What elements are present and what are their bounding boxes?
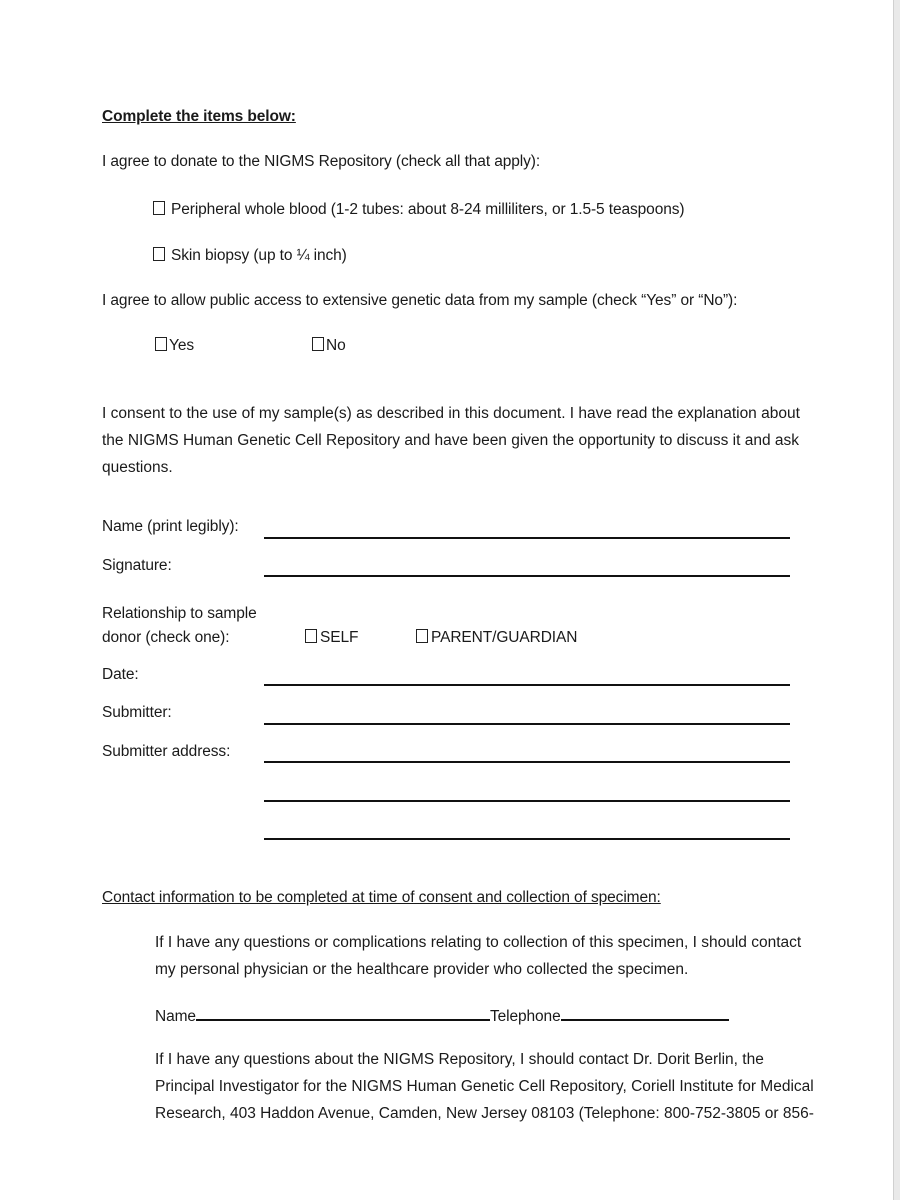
- name-label: Name (print legibly):: [102, 518, 239, 535]
- blood-checkbox[interactable]: [153, 201, 165, 215]
- self-option[interactable]: [305, 628, 358, 648]
- submitter-field[interactable]: [264, 723, 790, 725]
- consent-line-1: I consent to the use of my sample(s) as described in this document. I have read the explanation about: [102, 405, 800, 422]
- no-checkbox[interactable]: [312, 337, 324, 351]
- signature-field[interactable]: [264, 575, 790, 577]
- contact-telephone-label: Telephone: [489, 1008, 561, 1025]
- no-option[interactable]: [312, 336, 346, 356]
- parent-checkbox[interactable]: [416, 629, 428, 643]
- consent-line-3: questions.: [102, 459, 173, 476]
- consent-line-2: the NIGMS Human Genetic Cell Repository and have been given the opportunity to discuss it and ask: [102, 432, 800, 449]
- parent-label: PARENT/GUARDIAN: [431, 629, 578, 646]
- signature-label: Signature:: [102, 557, 172, 574]
- section-header: Complete the items below:: [102, 108, 296, 125]
- yes-label: Yes: [169, 337, 194, 354]
- relationship-label-line-2: donor (check one):: [102, 629, 230, 646]
- submitter-address-field-1[interactable]: [264, 761, 790, 763]
- contact-telephone-field[interactable]: [561, 1005, 729, 1021]
- self-checkbox[interactable]: [305, 629, 317, 643]
- name-field[interactable]: [264, 537, 790, 539]
- relationship-label-line-1: Relationship to sample: [102, 605, 257, 622]
- contact-name-field[interactable]: [196, 1005, 490, 1021]
- option-skin[interactable]: [153, 246, 347, 266]
- self-label: SELF: [320, 629, 359, 646]
- option-skin-label: Skin biopsy (up to ¼ inch): [171, 247, 347, 264]
- contact-name-label: Name: [155, 1008, 196, 1025]
- submitter-address-field-3[interactable]: [264, 838, 790, 840]
- date-field[interactable]: [264, 684, 790, 686]
- yes-checkbox[interactable]: [155, 337, 167, 351]
- contact-paragraph-1: [155, 929, 801, 983]
- consent-paragraph: [102, 400, 800, 481]
- contact-name-row: [155, 1005, 729, 1027]
- contact-p2-line-3: Research, 403 Haddon Avenue, Camden, New Jersey 08103 (Telephone: 800-752-3805 or 856-: [155, 1105, 814, 1122]
- contact-header: Contact information to be completed at time of consent and collection of specimen:: [102, 889, 661, 906]
- yes-option[interactable]: [155, 336, 194, 356]
- contact-p1-line-2: my personal physician or the healthcare provider who collected the specimen.: [155, 961, 689, 978]
- submitter-address-field-2[interactable]: [264, 800, 790, 802]
- parent-option[interactable]: [416, 628, 577, 648]
- option-blood[interactable]: [153, 200, 684, 220]
- contact-paragraph-2: [155, 1046, 814, 1127]
- contact-p2-line-1: If I have any questions about the NIGMS Repository, I should contact Dr. Dorit Berlin, the: [155, 1051, 764, 1068]
- submitter-address-label: Submitter address:: [102, 743, 231, 760]
- contact-p2-line-2: Principal Investigator for the NIGMS Human Genetic Cell Repository, Coriell Institute for Medical: [155, 1078, 814, 1095]
- date-label: Date:: [102, 666, 139, 683]
- option-blood-label: Peripheral whole blood (1-2 tubes: about 8-24 milliliters, or 1.5-5 teaspoons): [171, 201, 685, 218]
- no-label: No: [326, 337, 346, 354]
- submitter-label: Submitter:: [102, 704, 172, 721]
- donate-prompt: I agree to donate to the NIGMS Repository (check all that apply):: [102, 153, 541, 170]
- skin-checkbox[interactable]: [153, 247, 165, 261]
- contact-p1-line-1: If I have any questions or complications relating to collection of this specimen, I should contact: [155, 934, 802, 951]
- public-access-prompt: I agree to allow public access to extensive genetic data from my sample (check “Yes” or “No”):: [102, 292, 738, 309]
